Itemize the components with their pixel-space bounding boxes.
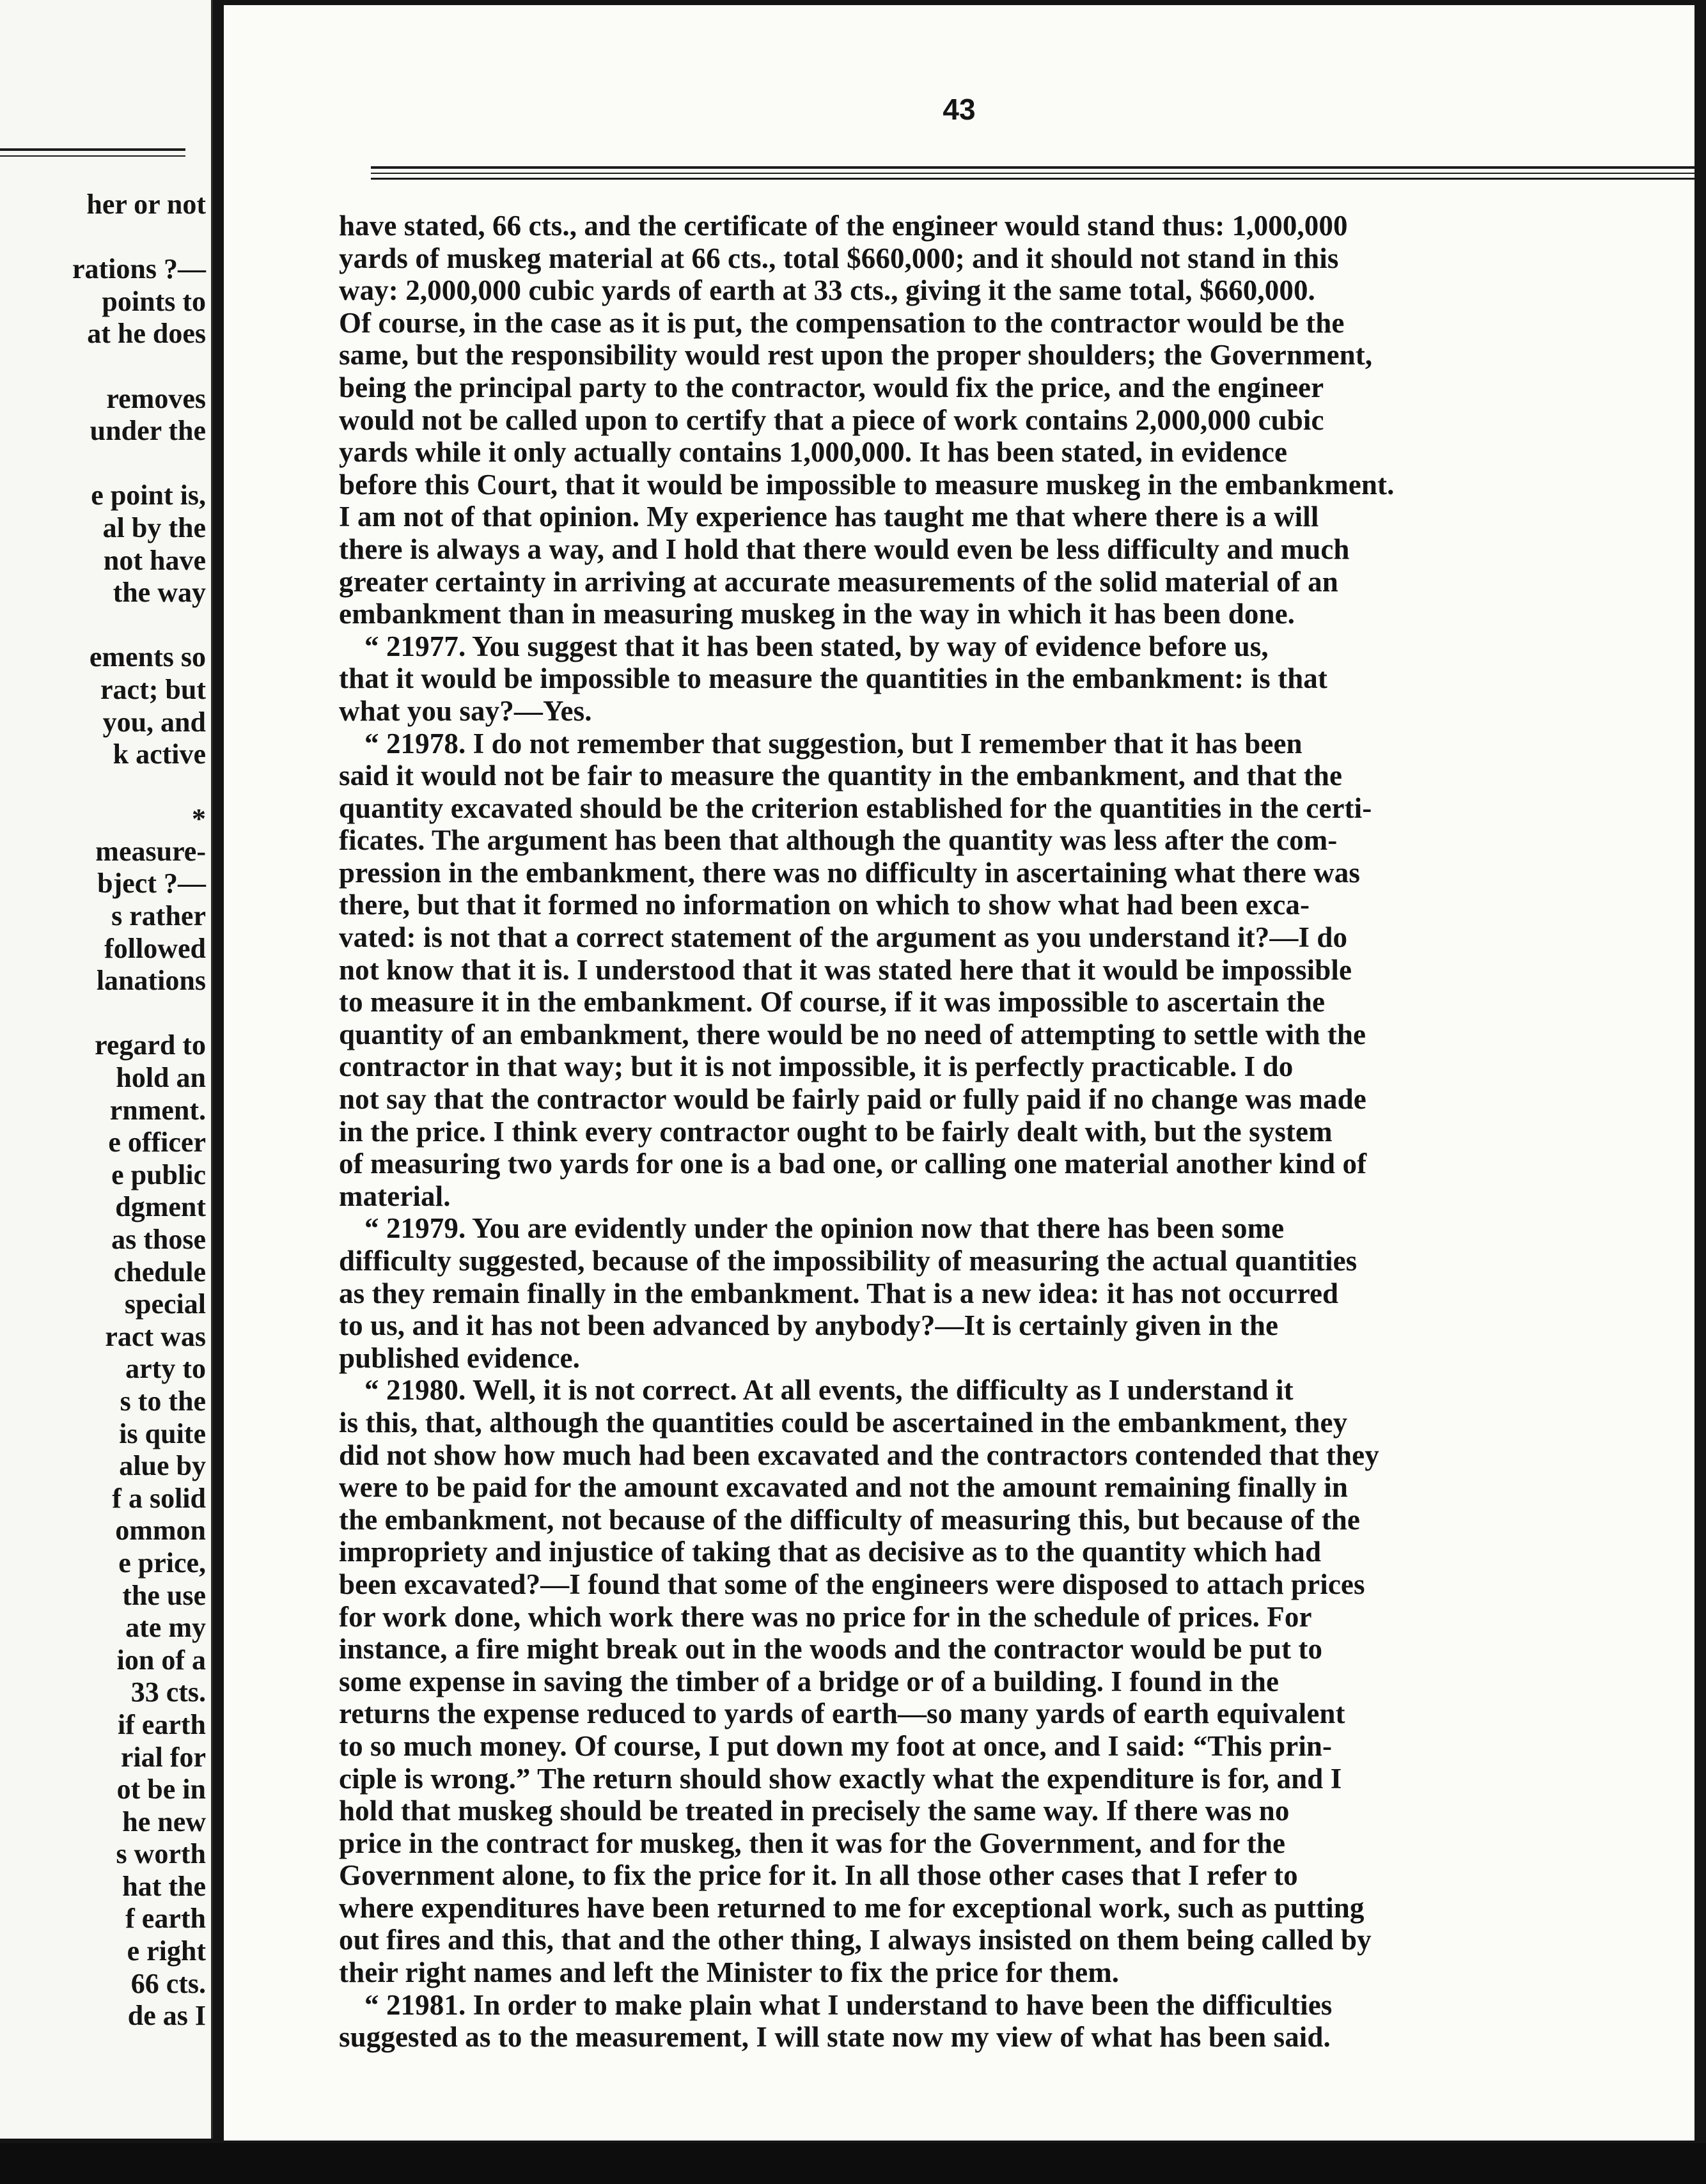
text-line: impropriety and injustice of taking that as decisive as to the quantity which had [339, 1536, 1322, 1568]
document-page [224, 5, 1694, 2141]
left-fragment-line: 33 cts. [130, 1676, 206, 1708]
text-line: ciple is wrong.” The return should show exactly what the expenditure is for, and I [339, 1762, 1342, 1795]
text-line: suggested as to the measurement, I will state now my view of what has been said. [339, 2021, 1331, 2054]
text-line: there is always a way, and I hold that there would even be less difficulty and much [339, 533, 1350, 565]
left-fragment-line: ements so [89, 641, 206, 673]
text-line: to so much money. Of course, I put down my foot at once, and I said: “This prin- [339, 1729, 1333, 1762]
text-line: where expenditures have been returned to me for exceptional work, such as putting [339, 1891, 1365, 1924]
text-line: there, but that it formed no information on which to show what had been exca- [339, 889, 1310, 921]
text-line: were to be paid for the amount excavated and not the amount remaining finally in [339, 1471, 1349, 1504]
left-page-text-fragments [0, 189, 206, 2032]
left-fragment-line: special [124, 1288, 206, 1320]
text-line: price in the contract for muskeg, then it was for the Government, and for the [339, 1827, 1286, 1859]
left-fragment-line: f earth [125, 1903, 206, 1935]
header-rule-thin [371, 173, 1694, 174]
left-fragment-line: 66 cts. [130, 1967, 206, 1999]
left-fragment-line: points to [102, 285, 206, 317]
left-fragment-line: ion of a [116, 1644, 206, 1676]
left-fragment-line: de as I [127, 2000, 206, 2032]
left-fragment-line: e public [111, 1158, 206, 1190]
left-fragment-line: rations ?— [72, 253, 206, 285]
text-line: for work done, which work there was no price for in the schedule of prices. For [339, 1600, 1312, 1633]
left-fragment-line: is quite [119, 1417, 206, 1449]
text-line: have stated, 66 cts., and the certificate of the engineer would stand thus: 1,000,000 [339, 210, 1348, 242]
left-header-rule [0, 148, 185, 151]
text-line: “ 21981. In order to make plain what I understand to have been the difficulties [364, 1988, 1333, 2021]
left-fragment-line: e price, [118, 1547, 206, 1579]
text-line: the embankment, not because of the difficulty of measuring this, but because of the [339, 1503, 1361, 1536]
left-fragment-line: lanations [96, 965, 206, 997]
text-line: ficates. The argument has been that although the quantity was less after the com- [339, 824, 1338, 857]
left-fragment-line: not have [103, 544, 206, 576]
left-fragment-line: under the [90, 415, 206, 447]
text-line: Government alone, to fix the price for it. In all those other cases that I refer to [339, 1859, 1298, 1892]
text-line: published evidence. [339, 1341, 580, 1374]
text-line: “ 21979. You are evidently under the opinion now that there has been some [364, 1212, 1285, 1245]
text-line: said it would not be fair to measure the quantity in the embankment, and that the [339, 760, 1343, 792]
left-fragment-line: removes [106, 382, 206, 414]
left-fragment-line: ot be in [116, 1774, 206, 1806]
left-fragment-line: alue by [119, 1450, 206, 1482]
text-line: out fires and this, that and the other thing, I always insisted on them being called by [339, 1924, 1372, 1956]
testimony-text [339, 210, 1694, 2054]
left-fragment-line: ract was [105, 1320, 206, 1352]
text-line: yards while it only actually contains 1,000,000. It has been stated, in evidence [339, 436, 1288, 469]
header-rule-thick [371, 166, 1694, 169]
left-fragment-line: if earth [117, 1708, 206, 1740]
text-line: quantity excavated should be the criterion established for the quantities in the certi- [339, 792, 1372, 824]
left-fragment-line [0, 350, 206, 383]
left-header-rule-thin [0, 155, 185, 157]
header-rule-bottom [371, 178, 1694, 180]
left-fragment-line: hold an [116, 1062, 206, 1094]
left-fragment-line [0, 448, 206, 480]
left-fragment-line: dgment [115, 1191, 206, 1223]
page-number: 43 [943, 93, 976, 126]
left-fragment-line: s rather [111, 900, 206, 932]
text-line: same, but the responsibility would rest upon the proper shoulders; the Government, [339, 339, 1373, 371]
left-fragment-line: ract; but [100, 673, 206, 705]
text-line: I am not of that opinion. My experience has taught me that where there is a will [339, 501, 1319, 533]
left-fragment-line: k active [113, 738, 206, 770]
text-line: not say that the contractor would be fairly paid or fully paid if no change was made [339, 1083, 1366, 1116]
text-line: instance, a fire might break out in the woods and the contractor would be put to [339, 1633, 1323, 1665]
left-fragment-line: her or not [86, 189, 206, 220]
left-fragment-line [0, 997, 206, 1030]
left-fragment-line: followed [104, 932, 206, 964]
left-fragment-line: you, and [102, 706, 206, 738]
left-fragment-line: at he does [87, 318, 206, 350]
text-line: Of course, in the case as it is put, the compensation to the contractor would be the [339, 306, 1345, 339]
left-fragment-line: e right [127, 1935, 206, 1967]
text-line: quantity of an embankment, there would be no need of attempting to settle with the [339, 1018, 1366, 1050]
left-fragment-line: hat the [122, 1870, 206, 1902]
text-line: that it would be impossible to measure the quantities in the embankment: is that [339, 662, 1327, 695]
text-line: vated: is not that a correct statement of the argument as you understand it?—I do [339, 921, 1348, 954]
text-line: embankment than in measuring muskeg in the way in which it has been done. [339, 598, 1295, 630]
left-fragment-line: e point is, [91, 480, 206, 511]
text-line: to us, and it has not been advanced by anybody?—It is certainly given in the [339, 1309, 1279, 1342]
left-fragment-line: rial for [120, 1741, 206, 1773]
left-fragment-line [0, 221, 206, 254]
left-fragment-line: measure- [95, 835, 206, 867]
left-fragment-line: al by the [102, 511, 206, 543]
left-fragment-line: the way [113, 577, 206, 609]
text-line: “ 21978. I do not remember that suggestion, but I remember that it has been [364, 727, 1303, 760]
text-line: difficulty suggested, because of the impossibility of measuring the actual quantities [339, 1245, 1358, 1277]
text-line: their right names and left the Minister to fix the price for them. [339, 1956, 1120, 1989]
text-line: returns the expense reduced to yards of earth—so many yards of earth equivalent [339, 1697, 1345, 1730]
text-line: way: 2,000,000 cubic yards of earth at 33 cts., giving it the same total, $660,000. [339, 274, 1315, 307]
left-fragment-line: * [192, 803, 206, 835]
text-line: as they remain finally in the embankment. That is a new idea: it has not occurred [339, 1277, 1339, 1309]
left-fragment-line: s worth [116, 1838, 206, 1870]
left-fragment-line: regard to [95, 1029, 206, 1061]
left-fragment-line: e officer [108, 1127, 206, 1158]
text-line: pression in the embankment, there was no difficulty in ascertaining what there was [339, 856, 1360, 889]
text-line: some expense in saving the timber of a bridge or of a building. I found in the [339, 1665, 1280, 1697]
left-fragment-line: arty to [125, 1353, 206, 1385]
left-fragment-line [0, 771, 206, 804]
text-line: greater certainty in arriving at accurate measurements of the solid material of an [339, 565, 1338, 598]
left-fragment-line: chedule [113, 1256, 206, 1288]
text-line: been excavated?—I found that some of the engineers were disposed to attach prices [339, 1568, 1365, 1600]
left-fragment-line: rnment. [109, 1094, 206, 1126]
text-line: not know that it is. I understood that it was stated here that it would be impossible [339, 953, 1352, 986]
text-line: being the principal party to the contractor, would fix the price, and the engineer [339, 371, 1324, 403]
text-line: would not be called upon to certify that a piece of work contains 2,000,000 cubic [339, 403, 1324, 436]
text-line: material. [339, 1180, 451, 1212]
facing-page-fragment [0, 0, 213, 2139]
text-line: “ 21980. Well, it is not correct. At all events, the difficulty as I understand it [364, 1374, 1294, 1407]
left-fragment-line: he new [122, 1806, 206, 1837]
text-line: to measure it in the embankment. Of course, if it was impossible to ascertain the [339, 986, 1326, 1018]
text-line: is this, that, although the quantities could be ascertained in the embankment, they [339, 1406, 1348, 1439]
text-line: yards of muskeg material at 66 cts., total $660,000; and it should not stand in this [339, 242, 1339, 274]
text-line: did not show how much had been excavated and the contractors contended that they [339, 1439, 1379, 1471]
text-line: what you say?—Yes. [339, 694, 592, 727]
left-fragment-line [0, 609, 206, 642]
left-fragment-line: f a solid [112, 1482, 206, 1514]
text-line: hold that muskeg should be treated in precisely the same way. If there was no [339, 1795, 1290, 1827]
text-line: in the price. I think every contractor ought to be fairly dealt with, but the system [339, 1115, 1333, 1148]
text-line: contractor in that way; but it is not impossible, it is perfectly practicable. I do [339, 1050, 1294, 1083]
left-fragment-line: ate my [125, 1612, 206, 1644]
left-fragment-line: the use [122, 1579, 206, 1611]
left-fragment-line: s to the [120, 1385, 206, 1417]
text-line: before this Court, that it would be impossible to measure muskeg in the embankment. [339, 468, 1395, 501]
left-fragment-line: bject ?— [97, 868, 206, 900]
left-fragment-line: as those [111, 1224, 206, 1255]
text-line: “ 21977. You suggest that it has been stated, by way of evidence before us, [364, 630, 1269, 662]
text-line: of measuring two yards for one is a bad one, or calling one material another kind of [339, 1148, 1367, 1180]
left-fragment-line: ommon [115, 1515, 206, 1547]
scan-bottom-edge [0, 2143, 1706, 2184]
